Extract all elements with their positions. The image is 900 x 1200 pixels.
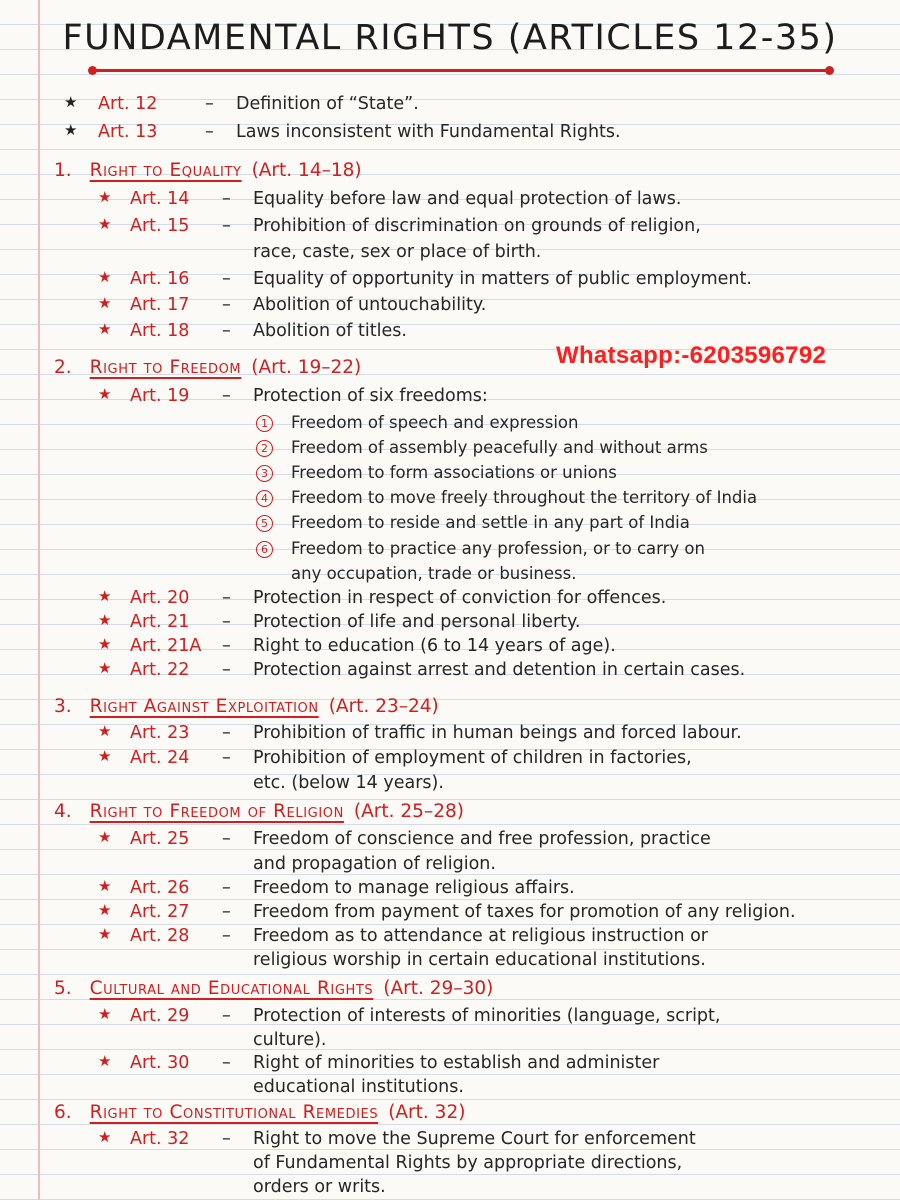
article-number: Art. 24 [130,748,190,768]
article-description: of Fundamental Rights by appropriate directions, [253,1153,683,1173]
article-description: orders or writs. [253,1177,386,1197]
bullet-star: ★ [98,215,112,233]
dash: – [222,660,231,680]
dash: – [222,878,231,898]
article-number: Art. 15 [130,216,190,236]
bullet-star: ★ [98,268,112,286]
dash: – [222,588,231,608]
article-number: Art. 25 [130,829,190,849]
bullet-star: ★ [98,1128,112,1146]
article-description: Freedom as to attendance at religious instruction or [253,926,708,946]
section-article-range: (Art. 23–24) [328,696,439,717]
article-number: Art. 23 [130,723,190,743]
page-title: FUNDAMENTAL RIGHTS (ARTICLES 12-35) [62,18,838,58]
bullet-star: ★ [98,828,112,846]
article-number: Art. 26 [130,878,190,898]
article-description: Abolition of untouchability. [253,295,487,315]
article-number: Art. 19 [130,386,190,406]
bullet-star: ★ [98,747,112,765]
bullet-star: ★ [98,1052,112,1070]
section-title: Right to Freedom of Religion [89,801,344,822]
article-number: Art. 27 [130,902,190,922]
freedom-number-circle: 5 [256,515,273,532]
freedom-item: Freedom of speech and expression [291,413,579,432]
bullet-star: ★ [98,901,112,919]
bullet-star: ★ [98,611,112,629]
section-number: 5. [54,978,72,999]
section-article-range: (Art. 29–30) [383,978,494,999]
freedom-number-circle: 3 [256,465,273,482]
dash: – [222,216,231,236]
freedom-number-circle: 2 [256,440,273,457]
article-description: Prohibition of employment of children in factories, [253,748,692,768]
dash: – [222,748,231,768]
bullet-star: ★ [98,925,112,943]
freedom-item: Freedom to form associations or unions [291,463,617,482]
article-number: Art. 12 [98,94,158,114]
article-description: Laws inconsistent with Fundamental Rights. [236,122,621,142]
article-description: race, caste, sex or place of birth. [253,242,542,262]
dash: – [205,122,214,142]
article-description: Freedom to manage religious affairs. [253,878,575,898]
watermark-contact: Whatsapp:-6203596792 [556,342,827,369]
section-number: 1. [54,160,72,181]
section-heading [54,355,361,381]
article-description: and propagation of religion. [253,854,496,874]
article-number: Art. 32 [130,1129,190,1149]
article-description: Protection of life and personal liberty. [253,612,581,632]
freedom-item: Freedom of assembly peacefully and without arms [291,438,708,457]
dash: – [222,612,231,632]
bullet-star: ★ [98,188,112,206]
dash: – [222,1006,231,1026]
freedom-item: any occupation, trade or business. [291,564,577,583]
section-heading [54,1100,465,1126]
article-number: Art. 20 [130,588,190,608]
page-margin-line [38,0,40,1200]
section-number: 4. [54,801,72,822]
title-underline [92,69,830,72]
article-description: Freedom of conscience and free profession, practice [253,829,711,849]
dash: – [222,1053,231,1073]
section-number: 3. [54,696,72,717]
article-description: Abolition of titles. [253,321,407,341]
article-description: Right to move the Supreme Court for enforcement [253,1129,696,1149]
article-number: Art. 21 [130,612,190,632]
article-description: Freedom from payment of taxes for promotion of any religion. [253,902,796,922]
dash: – [222,1129,231,1149]
article-description: culture). [253,1030,327,1050]
freedom-number-circle: 6 [256,541,273,558]
article-number: Art. 18 [130,321,190,341]
section-number: 2. [54,357,72,378]
section-article-range: (Art. 32) [388,1102,466,1123]
section-title: Right to Equality [89,160,242,181]
dash: – [222,829,231,849]
section-article-range: (Art. 19–22) [251,357,362,378]
dash: – [222,636,231,656]
dash: – [222,269,231,289]
section-title: Right to Freedom [89,357,242,378]
article-description: educational institutions. [253,1077,464,1097]
article-description: Right to education (6 to 14 years of age). [253,636,616,656]
article-description: Prohibition of traffic in human beings and forced labour. [253,723,742,743]
dash: – [205,94,214,114]
article-description: Protection against arrest and detention in certain cases. [253,660,746,680]
bullet-star: ★ [98,722,112,740]
dash: – [222,321,231,341]
freedom-number-circle: 4 [256,490,273,507]
bullet-star: ★ [98,385,112,403]
bullet-star: ★ [64,121,78,139]
freedom-item: Freedom to practice any profession, or to carry on [291,539,705,558]
article-description: etc. (below 14 years). [253,773,444,793]
bullet-star: ★ [98,320,112,338]
article-description: Equality before law and equal protection of laws. [253,189,682,209]
article-number: Art. 21A [130,636,202,656]
article-description: Protection of six freedoms: [253,386,488,406]
bullet-star: ★ [64,93,78,111]
section-article-range: (Art. 25–28) [353,801,464,822]
bullet-star: ★ [98,587,112,605]
article-description: Protection in respect of conviction for offences. [253,588,667,608]
bullet-star: ★ [98,877,112,895]
article-description: Right of minorities to establish and administer [253,1053,660,1073]
article-description: Equality of opportunity in matters of public employment. [253,269,752,289]
section-title: Right to Constitutional Remedies [89,1102,379,1123]
dash: – [222,295,231,315]
article-number: Art. 22 [130,660,190,680]
bullet-star: ★ [98,635,112,653]
article-number: Art. 28 [130,926,190,946]
bullet-star: ★ [98,294,112,312]
section-heading [54,799,464,825]
article-number: Art. 16 [130,269,190,289]
dash: – [222,926,231,946]
dash: – [222,189,231,209]
section-title: Cultural and Educational Rights [89,978,374,999]
article-number: Art. 30 [130,1053,190,1073]
dash: – [222,723,231,743]
section-article-range: (Art. 14–18) [251,160,362,181]
section-heading [54,976,493,1002]
freedom-item: Freedom to move freely throughout the territory of India [291,488,758,507]
article-number: Art. 13 [98,122,158,142]
article-description: Protection of interests of minorities (language, script, [253,1006,721,1026]
section-number: 6. [54,1102,72,1123]
article-number: Art. 17 [130,295,190,315]
article-number: Art. 29 [130,1006,190,1026]
section-title: Right Against Exploitation [89,696,319,717]
freedom-item: Freedom to reside and settle in any part of India [291,513,690,532]
bullet-star: ★ [98,659,112,677]
article-description: Prohibition of discrimination on grounds of religion, [253,216,701,236]
section-heading [54,694,439,720]
dash: – [222,902,231,922]
article-description: Definition of “State”. [236,94,419,114]
bullet-star: ★ [98,1005,112,1023]
dash: – [222,386,231,406]
section-heading [54,158,362,184]
article-number: Art. 14 [130,189,190,209]
freedom-number-circle: 1 [256,415,273,432]
article-description: religious worship in certain educational institutions. [253,950,706,970]
